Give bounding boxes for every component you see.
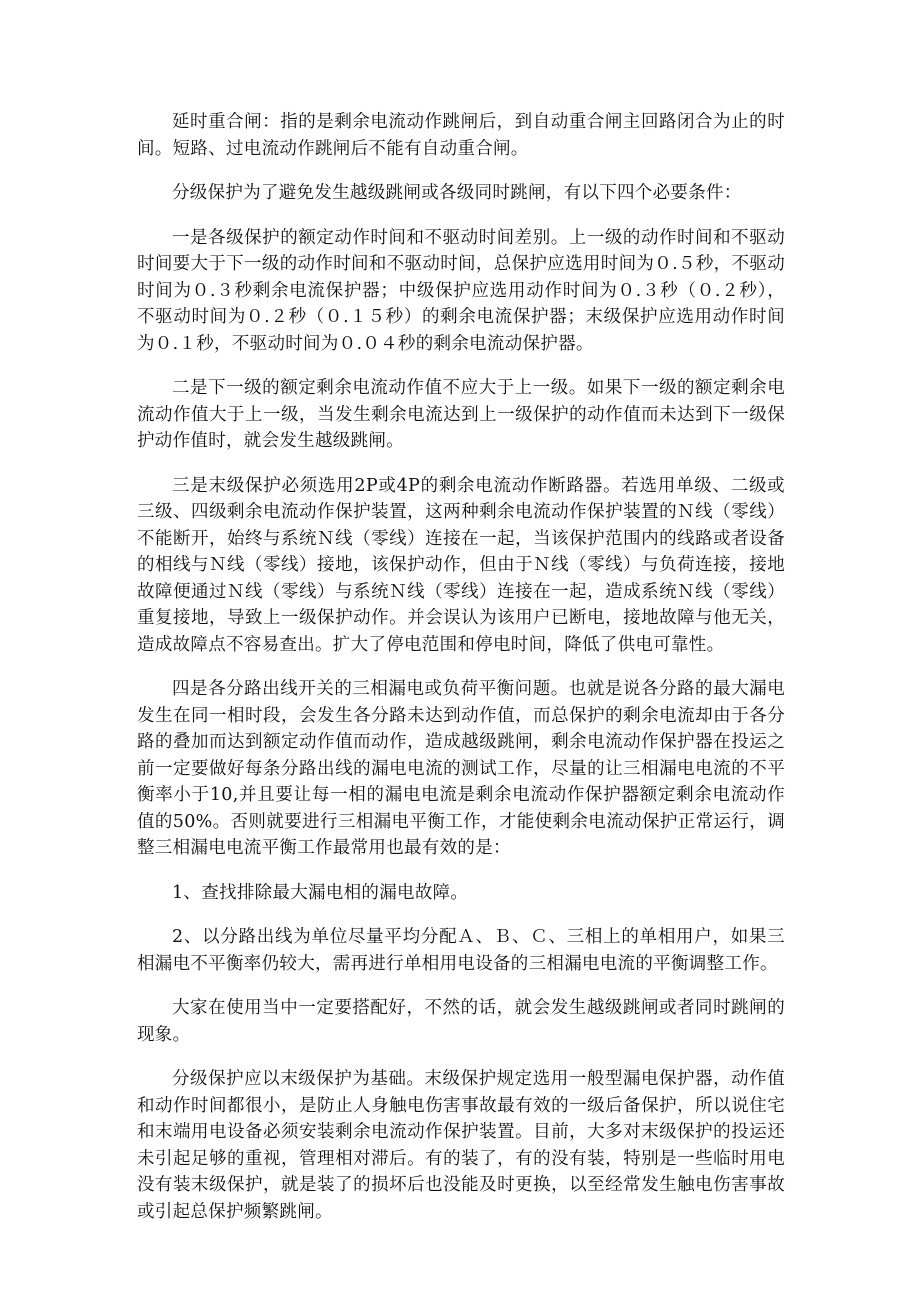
paragraph-step-two: 2、以分路出线为单位尽量平均分配Ａ、Ｂ、Ｃ、三相上的单相用户，如果三相漏电不平衡率仍较大，需再进行单相用电设备的三相漏电电流的平衡调整工作。: [137, 927, 785, 974]
paragraph-condition-four: 四是各分路出线开关的三相漏电或负荷平衡问题。也就是说各分路的最大漏电发生在同一相时段，会发生各分路未达到动作值，而总保护的剩余电流却由于各分路的叠加而达到额定动作值而动作，造成越级跳闸，剩余电流动作保护器在投运之前一定要做好每条分路出线的漏电电流的测试工作，尽量的让三相漏电电流的不平衡率小于10,并且要让每一相的漏电电流是剩余电流动作保护器额定剩余电流动作值的50%。否则就要进行三相漏电平衡工作，才能使剩余电流动保护正常运行，调整三相漏电电流平衡工作最常用也最有效的是：: [137, 679, 785, 858]
paragraph-usage-note: 大家在使用当中一定要搭配好，不然的话，就会发生越级跳闸或者同时跳闸的现象。: [137, 998, 785, 1045]
paragraph-delayed-reclosing: 延时重合闸：指的是剩余电流动作跳闸后，到自动重合闸主回路闭合为止的时间。短路、过电流动作跳闸后不能有自动重合闸。: [137, 112, 785, 159]
paragraph-condition-one: 一是各级保护的额定动作时间和不驱动时间差别。上一级的动作时间和不驱动时间要大于下一级的动作时间和不驱动时间，总保护应选用时间为０.５秒，不驱动时间为０.３秒剩余电流保护器；中级保护应选用动作时间为０.３秒（０.２秒），不驱动时间为０.２秒（０.１５秒）的剩余电流保护器；末级保护应选用动作时间为０.１秒，不驱动时间为０.０４秒的剩余电流动保护器。: [137, 227, 785, 354]
paragraph-condition-two: 二是下一级的额定剩余电流动作值不应大于上一级。如果下一级的额定剩余电流动作值大于上一级，当发生剩余电流达到上一级保护的动作值而未达到下一级保护动作值时，就会发生越级跳闸。: [137, 378, 785, 451]
document-body: [137, 109, 785, 1243]
paragraph-condition-three: 三是末级保护必须选用2P或4P的剩余电流动作断路器。若选用单级、二级或三级、四级剩余电流动作保护装置，这两种剩余电流动作保护装置的Ｎ线（零线）不能断开，始终与系统Ｎ线（零线）连接在一起，当该保护范围内的线路或者设备的相线与Ｎ线（零线）接地，该保护动作，但由于Ｎ线（零线）与负荷连接，接地故障便通过Ｎ线（零线）与系统Ｎ线（零线）连接在一起，造成系统Ｎ线（零线）重复接地，导致上一级保护动作。并会误认为该用户已断电，接地故障与他无关，造成故障点不容易查出。扩大了停电范围和停电时间，降低了供电可靠性。: [137, 475, 785, 655]
paragraph-grading-conditions-intro: 分级保护为了避免发生越级跳闸或各级同时跳闸，有以下四个必要条件：: [172, 183, 742, 203]
paragraph-final-level-protection: 分级保护应以末级保护为基础。末级保护规定选用一般型漏电保护器，动作值和动作时间都很小，是防止人身触电伤害事故最有效的一级后备保护，所以说住宅和末端用电设备必须安装剩余电流动作保护装置。目前，大多对末级保护的投运还未引起足够的重视，管理相对滞后。有的装了，有的没有装，特别是一些临时用电没有装末级保护，就是装了的损坏后也没能及时更换，以至经常发生触电伤害事故或引起总保护频繁跳闸。: [137, 1069, 785, 1222]
paragraph-step-one: 1、查找排除最大漏电相的漏电故障。: [172, 882, 469, 903]
